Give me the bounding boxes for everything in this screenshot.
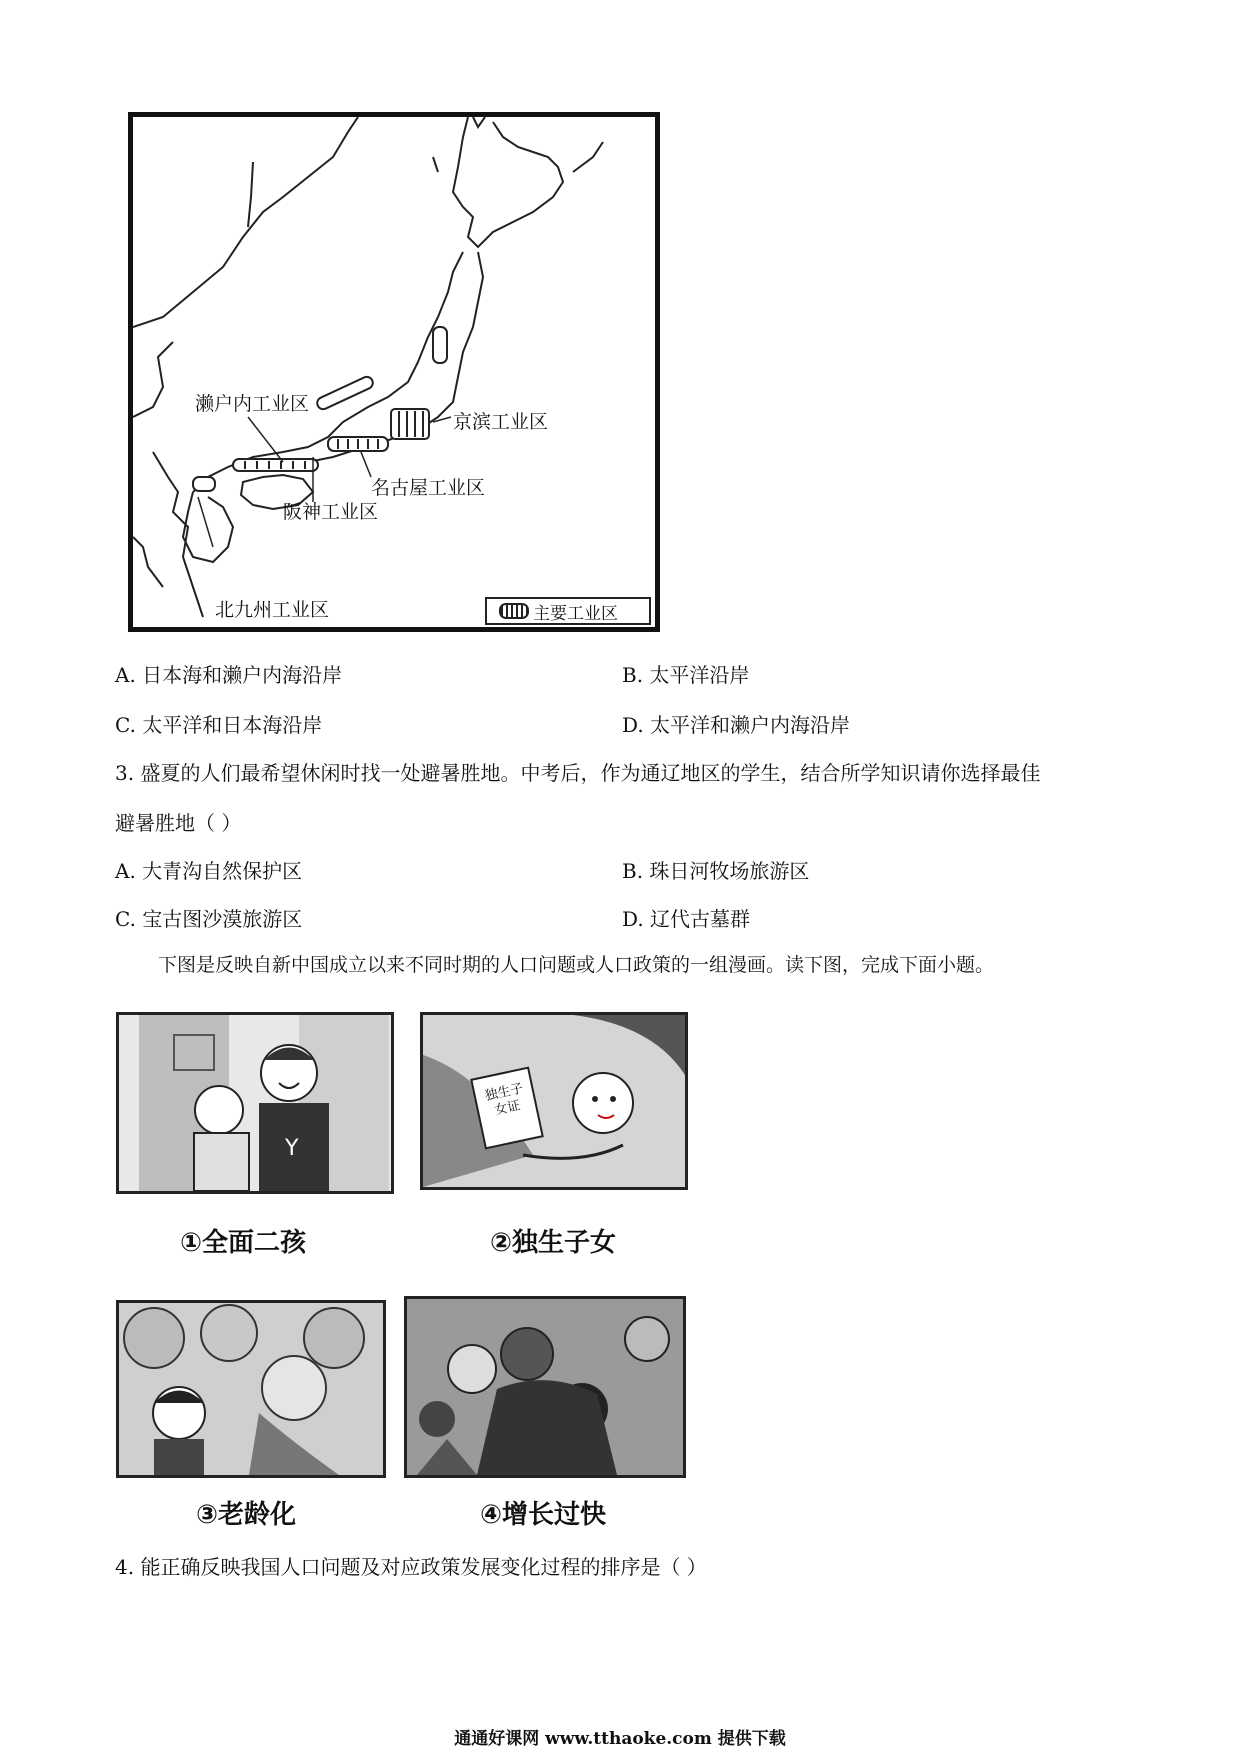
label-nagoya: 名古屋工业区	[371, 477, 486, 499]
page-footer: 通通好课网 www.tthaoke.com 提供下载	[454, 1729, 786, 1749]
q2-option-d[interactable]: D. 太平洋和濑户内海沿岸	[622, 713, 851, 737]
comic-two-child-image	[116, 1012, 394, 1194]
q2-option-c[interactable]: C. 太平洋和日本海沿岸	[115, 713, 323, 737]
comic-aging-image	[116, 1300, 386, 1478]
q4-stem: 4. 能正确反映我国人口问题及对应政策发展变化过程的排序是（ ）	[115, 1555, 707, 1579]
label-hanshin: 阪神工业区	[283, 501, 379, 523]
label-kitakyushu: 北九州工业区	[215, 599, 330, 621]
label-keihin: 京滨工业区	[453, 411, 549, 433]
comics-intro: 下图是反映自新中国成立以来不同时期的人口问题或人口政策的一组漫画。读下图，完成下面小题。	[158, 954, 995, 976]
map-legend	[485, 597, 651, 625]
comic-rapid-growth-image	[404, 1296, 686, 1478]
legend-label: 主要工业区	[533, 603, 618, 624]
certificate-text: 独生子女证	[483, 1081, 525, 1119]
caption-one-child: ②独生子女	[490, 1228, 617, 1258]
q3-option-b[interactable]: B. 珠日河牧场旅游区	[622, 859, 810, 883]
caption-two-child: ①全面二孩	[180, 1228, 307, 1258]
japan-map-graphic	[133, 117, 655, 627]
q2-option-b[interactable]: B. 太平洋沿岸	[622, 663, 750, 687]
label-setonaikai: 濑户内工业区	[195, 393, 310, 415]
svg-text:Y: Y	[285, 1136, 299, 1161]
q3-option-a[interactable]: A. 大青沟自然保护区	[115, 859, 303, 883]
industrial-zone-swatch	[499, 603, 529, 619]
q3-option-c[interactable]: C. 宝古图沙漠旅游区	[115, 907, 303, 931]
japan-industrial-map	[128, 112, 660, 632]
caption-aging: ③老龄化	[196, 1500, 297, 1530]
caption-rapid-growth: ④增长过快	[480, 1500, 607, 1530]
q3-stem-line1: 3. 盛夏的人们最希望休闲时找一处避暑胜地。中考后，作为通辽地区的学生，结合所学知识请你选择最佳	[115, 761, 1041, 785]
q3-option-d[interactable]: D. 辽代古墓群	[622, 907, 751, 931]
q2-option-a[interactable]: A. 日本海和濑户内海沿岸	[115, 663, 343, 687]
q3-stem-line2: 避暑胜地（ ）	[115, 811, 242, 835]
comic-one-child-image	[420, 1012, 688, 1190]
